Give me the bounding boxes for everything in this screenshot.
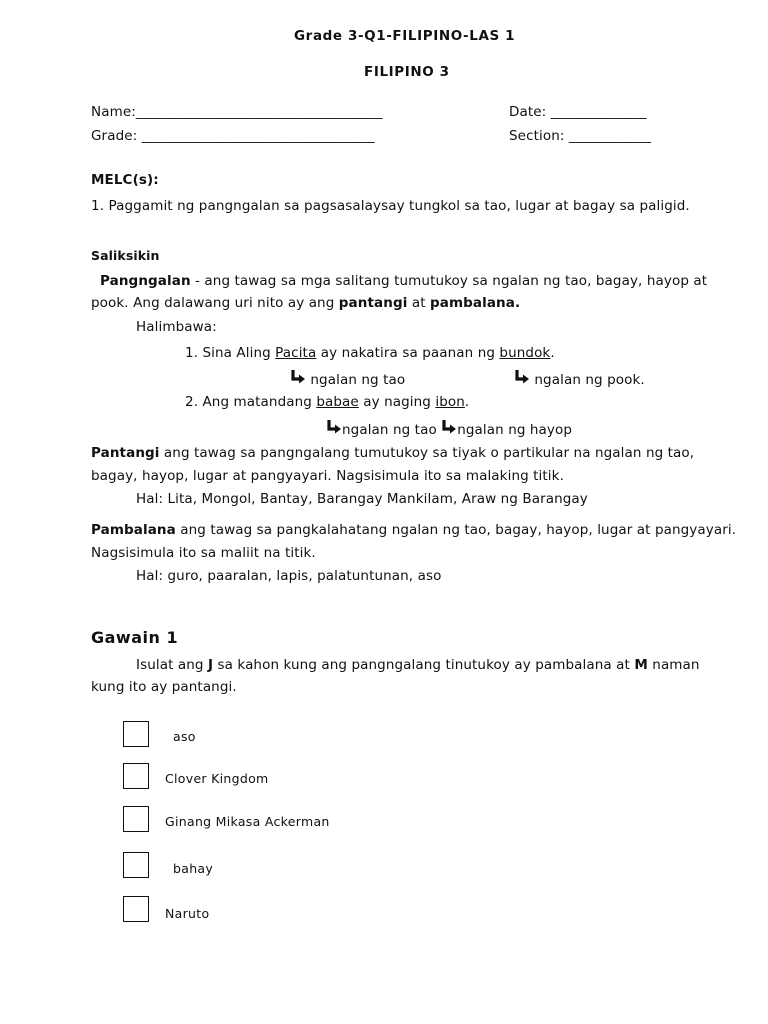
pambalana-keyword: pambalana.: [430, 295, 521, 311]
pangngalan-def-text1: - ang tawag sa mga salitang tumutukoy sa ngalan ng tao, bagay, hayop at: [190, 273, 708, 289]
pangngalan-definition-line1: [100, 273, 707, 289]
example-1-word-tao: Pacita: [275, 345, 317, 361]
pantangi-def-text1: ang tawag sa pangngalang tumutukoy sa tiyak o partikular na ngalan ng tao,: [159, 445, 695, 461]
label-ngalan-ng-pook: ngalan ng pook.: [534, 372, 645, 388]
at-text: at: [407, 295, 430, 311]
pambalana-examples: [136, 568, 441, 584]
pangngalan-definition-line2: [91, 295, 520, 311]
gawain-instruction-line1: [136, 657, 700, 673]
answer-box-2[interactable]: [123, 763, 149, 789]
pantangi-hal-text: Lita, Mongol, Bantay, Barangay Mankilam, Araw ng Barangay: [163, 491, 588, 507]
item-label-5: Naruto: [165, 906, 210, 921]
grade-field: Grade: __________________________________: [91, 128, 375, 144]
example-2-end: .: [464, 394, 470, 410]
subject-title: FILIPINO 3: [364, 64, 450, 80]
example-1-mid: ay nakatira sa paanan ng: [316, 345, 500, 361]
item-label-2: Clover Kingdom: [165, 771, 269, 786]
answer-box-3[interactable]: [123, 806, 149, 832]
example-2-word-hayop: ibon: [435, 394, 465, 410]
pangngalan-def-text2: pook. Ang dalawang uri nito ay ang: [91, 295, 339, 311]
instr-part1: Isulat ang: [136, 657, 208, 673]
pantangi-keyword: pantangi: [338, 295, 408, 311]
pantangi-examples: [136, 491, 588, 507]
pambalana-hal-text: guro, paaralan, lapis, palatuntunan, aso: [163, 568, 442, 584]
label-ngalan-ng-hayop: ngalan ng hayop: [457, 422, 573, 438]
pantangi-hal-label: Hal:: [136, 491, 164, 507]
pangngalan-term: Pangngalan: [100, 273, 191, 289]
instr-part2: sa kahon kung ang pangngalang tinutukoy ay pambalana at: [213, 657, 635, 673]
melc-item: 1. Paggamit ng pangngalan sa pagsasalaysay tungkol sa tao, lugar at bagay sa paligid.: [91, 198, 690, 214]
melc-heading: MELC(s):: [91, 172, 159, 188]
bent-arrow-icon: [514, 369, 530, 387]
pambalana-hal-label: Hal:: [136, 568, 164, 584]
item-label-4: bahay: [173, 861, 214, 876]
example-1-label-1: [290, 369, 405, 388]
worksheet-title: Grade 3-Q1-FILIPINO-LAS 1: [294, 28, 516, 44]
instr-part3: naman: [647, 657, 700, 673]
pantangi-definition-line1: [91, 445, 694, 461]
example-2-labels: [326, 419, 572, 438]
bent-arrow-icon: [326, 419, 342, 437]
example-1-prefix: 1. Sina Aling: [185, 345, 276, 361]
halimbawa-label: Halimbawa:: [136, 319, 217, 335]
example-2-prefix: 2. Ang matandang: [185, 394, 317, 410]
pambalana-definition-line1: [91, 522, 736, 538]
example-2: [185, 394, 469, 410]
example-1-end: .: [550, 345, 555, 361]
name-field: Name:____________________________________: [91, 104, 383, 120]
example-1-label-2: [514, 369, 645, 388]
gawain-instruction-line2: kung ito ay pantangi.: [91, 679, 237, 695]
example-2-word-tao: babae: [316, 394, 359, 410]
item-label-3: Ginang Mikasa Ackerman: [165, 814, 330, 829]
letter-m: M: [634, 657, 648, 673]
saliksikin-heading: Saliksikin: [91, 248, 160, 263]
answer-box-4[interactable]: [123, 852, 149, 878]
example-2-mid: ay naging: [358, 394, 436, 410]
pambalana-def-text1: ang tawag sa pangkalahatang ngalan ng tao, bagay, hayop, lugar at pangyayari.: [175, 522, 737, 538]
bent-arrow-icon: [441, 419, 457, 437]
example-1: [185, 345, 555, 361]
example-1-word-pook: bundok: [499, 345, 551, 361]
label-ngalan-ng-tao-2: ngalan ng tao: [342, 422, 437, 438]
item-label-1: aso: [173, 729, 196, 744]
label-ngalan-ng-tao: ngalan ng tao: [310, 372, 406, 388]
pantangi-definition-line2: bagay, hayop, lugar at pangyayari. Nagsisimula ito sa malaking titik.: [91, 468, 564, 484]
pantangi-term: Pantangi: [91, 445, 160, 461]
date-field: Date: ______________: [509, 104, 647, 120]
gawain-heading: Gawain 1: [91, 628, 179, 647]
section-field: Section: ____________: [509, 128, 652, 144]
pambalana-term: Pambalana: [91, 522, 176, 538]
letter-j: J: [207, 657, 214, 673]
pambalana-definition-line2: Nagsisimula ito sa maliit na titik.: [91, 545, 316, 561]
bent-arrow-icon: [290, 369, 306, 387]
answer-box-5[interactable]: [123, 896, 149, 922]
answer-box-1[interactable]: [123, 721, 149, 747]
